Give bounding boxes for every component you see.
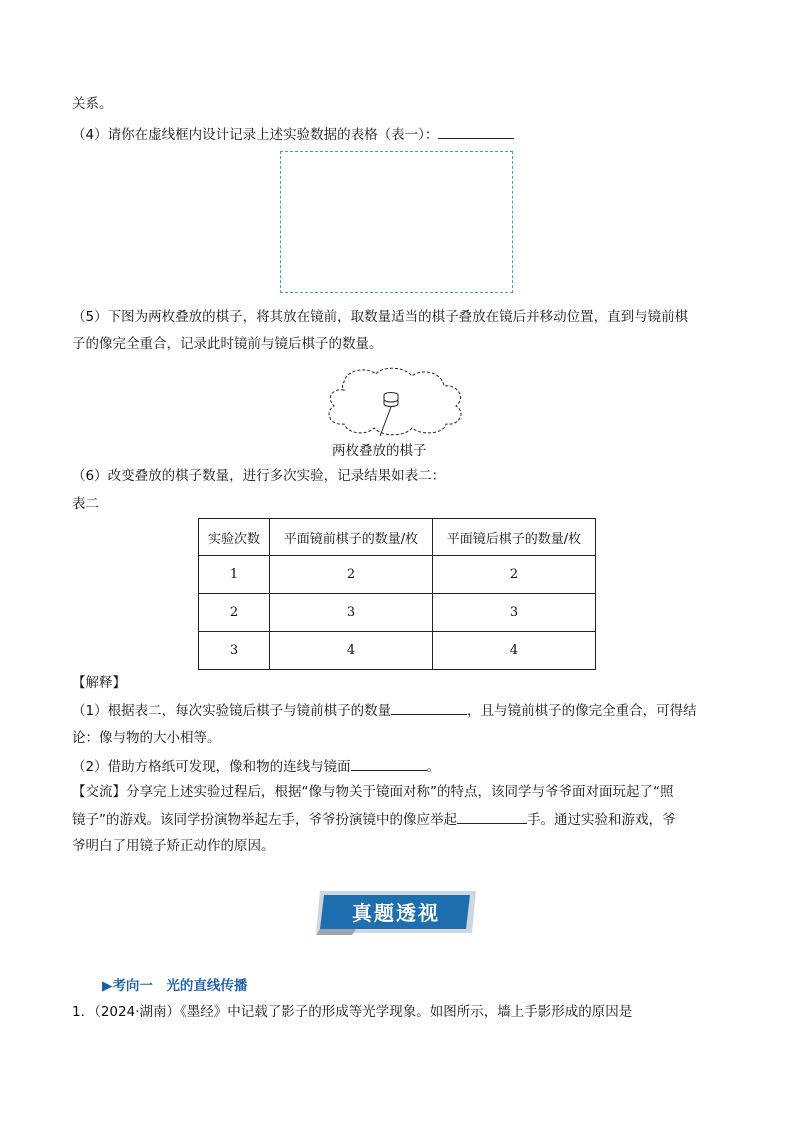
table-cell: 1 [199, 556, 270, 594]
question-6: （6）改变叠放的棋子数量，进行多次实验，记录结果如表二： [72, 468, 446, 484]
explain-1-text-b: ，且与镜前棋子的像完全重合，可得结 [467, 703, 697, 719]
table-header-row [199, 519, 596, 556]
explain-2-text-a: （2）借助方格纸可发现，像和物的连线与镜面 [72, 759, 351, 775]
explain-1-line-2: 论：像与物的大小相等。 [72, 730, 221, 746]
dashed-table-box[interactable] [280, 151, 513, 293]
table-cell: 4 [270, 632, 433, 670]
answer-blank[interactable] [351, 756, 427, 771]
question-5-line-2: 子的像完全重合，记录此时镜前与镜后棋子的数量。 [72, 336, 383, 352]
header-cell: 实验次数 [199, 519, 270, 556]
banner-label: 真题透视 [352, 901, 440, 925]
table-2-title: 表二 [72, 496, 99, 512]
explain-1-text-a: （1）根据表二，每次实验镜后棋子与镜前棋子的数量 [72, 703, 392, 719]
table-row [199, 632, 596, 670]
exchange-line-1: 【交流】分享完上述实验过程后，根据“像与物关于镜面对称”的特点，该同学与爷爷面对面玩起了“照 [72, 784, 674, 800]
table-cell: 3 [270, 594, 433, 632]
stacked-chess-figure [322, 362, 470, 440]
table-cell: 3 [433, 594, 596, 632]
table-cell: 2 [270, 556, 433, 594]
question-1: 1．（2024·湖南）《墨经》中记载了影子的形成等光学现象。如图所示，墙上手影形成的原因是 [72, 1004, 633, 1020]
chess-pieces-icon [384, 393, 398, 407]
exchange-line-3: 爷明白了用镜子矫正动作的原因。 [72, 838, 275, 854]
table-cell: 4 [433, 632, 596, 670]
question-4 [72, 124, 514, 145]
table-cell: 3 [199, 632, 270, 670]
question-5-line-1: （5）下图为两枚叠放的棋子，将其放在镜前，取数量适当的棋子叠放在镜后并移动位置，直到与镜前棋 [72, 309, 689, 325]
table-cell: 2 [433, 556, 596, 594]
figure-caption: 两枚叠放的棋子 [332, 443, 427, 459]
answer-blank[interactable] [438, 124, 514, 139]
exchange-text-a: 镜子”的游戏。该同学扮演物举起左手，爷爷扮演镜中的像应举起 [72, 812, 457, 828]
table-row [199, 556, 596, 594]
table-cell: 2 [199, 594, 270, 632]
leader-line [380, 407, 391, 436]
exchange-line-2 [72, 809, 676, 830]
header-cell: 平面镜后棋子的数量/枚 [433, 519, 596, 556]
section-heading: ▶考向一 光的直线传播 [102, 978, 248, 994]
explain-heading: 【解释】 [72, 675, 126, 691]
exchange-text-b: 手。通过实验和游戏，爷 [527, 812, 676, 828]
table-row [199, 594, 596, 632]
text-relation: 关系。 [72, 96, 113, 112]
answer-blank[interactable] [457, 809, 527, 824]
explain-2 [72, 756, 440, 777]
explain-2-text-b: 。 [426, 759, 441, 775]
question-4-text: （4）请你在虚线框内设计记录上述实验数据的表格（表一）： [72, 127, 439, 143]
answer-blank[interactable] [391, 700, 467, 715]
explain-1-line-1 [72, 700, 697, 721]
header-cell: 平面镜前棋子的数量/枚 [270, 519, 433, 556]
table-2 [198, 518, 596, 670]
